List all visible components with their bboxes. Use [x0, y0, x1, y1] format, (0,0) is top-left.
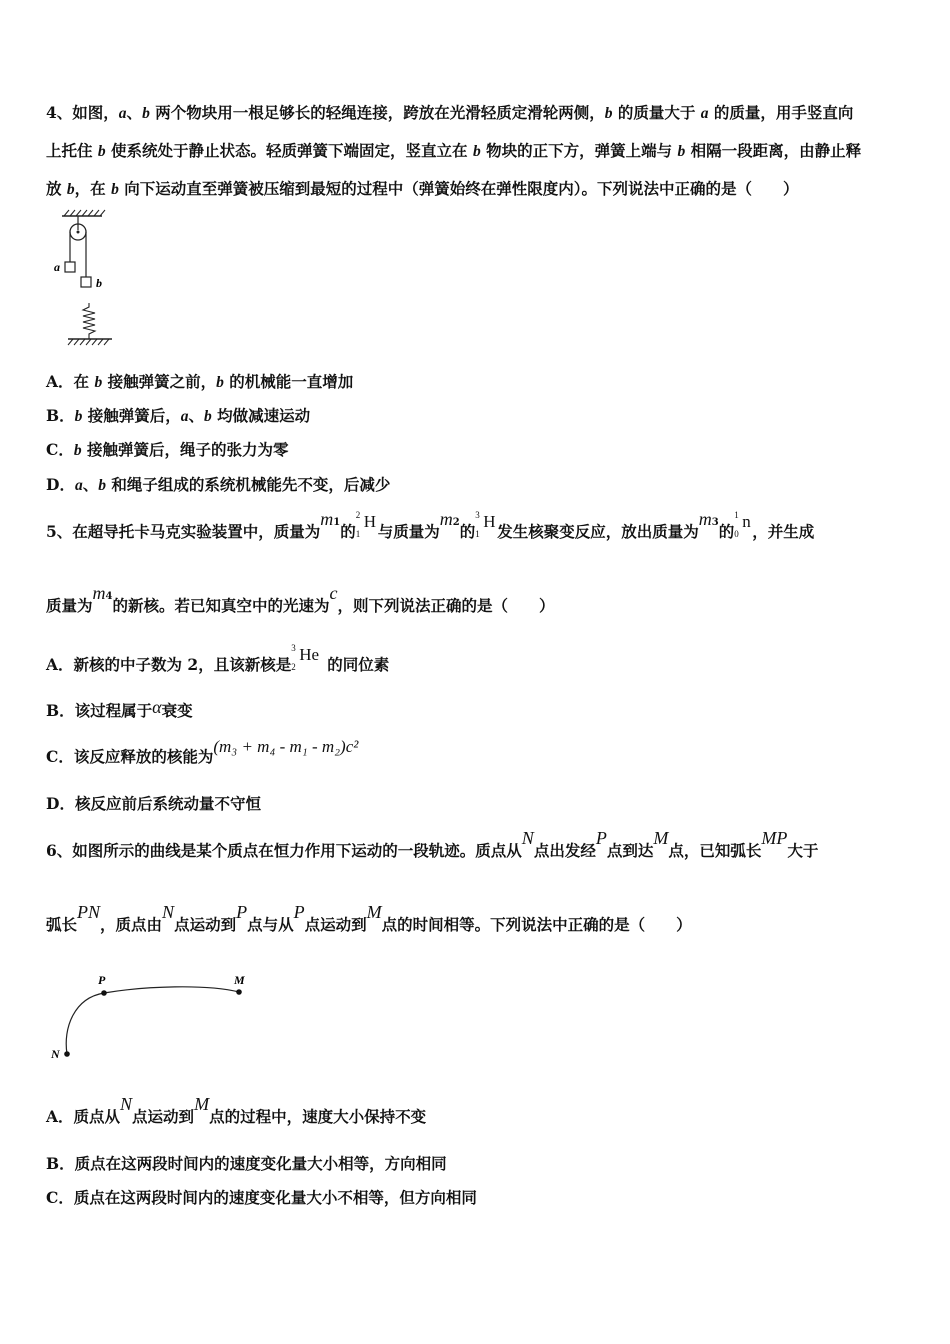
q5-option-b[interactable]: B．该过程属于α衰变 — [46, 697, 193, 720]
q5-option-c[interactable]: C．该反应释放的核能为(m₃ + m₄ - m₁ - m₂)c² — [46, 737, 359, 766]
label-N: N — [51, 1047, 60, 1061]
nuclide-helium-3: 3 2 He — [291, 643, 320, 672]
q4-option-d[interactable]: D．a、b 和绳子组成的系统机械能先不变，后减少 — [46, 475, 391, 494]
mass-m2: m2 — [439, 509, 460, 529]
q4-stem-line-2: 上托住 b 使系统处于静止状态。轻质弹簧下端固定，竖直立在 b 物块的正下方，弹簧上端与 b 相隔一段距离，由静止释 — [46, 141, 862, 160]
q6-option-a[interactable]: A．质点从N点运动到M点的过程中，速度大小保持不变 — [46, 1094, 427, 1126]
q5-option-a[interactable]: A．新核的中子数为 2，且该新核是 3 2 He 的同位素 — [46, 643, 390, 674]
nuclide-tritium: 3 1 H — [475, 510, 496, 539]
q6-option-c[interactable]: C．质点在这两段时间内的速度变化量大小不相等，但方向相同 — [46, 1188, 477, 1207]
q6-stem-line-1: 6、如图所示的曲线是某个质点在恒力作用下运动的一段轨迹。质点从N点出发经P点到达M点，已知弧长MP大于 — [46, 828, 819, 860]
mass-m4: m4 — [92, 583, 113, 603]
label-a: a — [54, 260, 60, 274]
mass-m1: m1 — [320, 509, 341, 529]
q5-stem-line-2: 质量为m4的新核。若已知真空中的光速为c，则下列说法正确的是（ ） — [46, 583, 555, 615]
q5-option-d[interactable]: D．核反应前后系统动量不守恒 — [46, 794, 261, 813]
label-b: b — [96, 276, 102, 290]
label-M: M — [234, 973, 245, 987]
q4-stem-line-1: 4、如图，a、b 两个物块用一根足够长的轻绳连接，跨放在光滑轻质定滑轮两侧，b 的质量大于 a 的质量，用手竖直向 — [46, 103, 854, 122]
light-speed-c: c — [329, 583, 338, 603]
q6-stem-line-2: 弧长PN，质点由N点运动到P点与从P点运动到M点的时间相等。下列说法中正确的是（ ） — [46, 902, 692, 934]
q5-stem-line-1: 5、在超导托卡马克实验装置中，质量为m1的 2 1 H 与质量为m2的 3 1 H 发生核聚变反应，放出质量为m3的 1 0 n ，并生成 — [46, 509, 815, 541]
mass-m3: m3 — [698, 509, 719, 529]
label-P: P — [98, 973, 106, 987]
trajectory-diagram — [46, 968, 256, 1068]
nuclide-deuterium: 2 1 H — [355, 510, 377, 539]
nuclide-neutron: 1 0 n — [734, 510, 751, 539]
q4-option-c[interactable]: C．b 接触弹簧后，绳子的张力为零 — [46, 440, 289, 459]
alpha-symbol: α — [152, 697, 162, 717]
q4-option-b[interactable]: B．b 接触弹簧后，a、b 均做减速运动 — [46, 406, 311, 425]
q4-stem-line-3: 放 b，在 b 向下运动直至弹簧被压缩到最短的过程中（弹簧始终在弹性限度内）。下列说法中正确的是（ ） — [46, 179, 799, 198]
q4-option-a[interactable]: A．在 b 接触弹簧之前，b 的机械能一直增加 — [46, 372, 354, 391]
q6-option-b[interactable]: B．质点在这两段时间内的速度变化量大小相等，方向相同 — [46, 1154, 447, 1173]
pulley-spring-diagram — [50, 208, 120, 348]
energy-equation: (m₃ + m₄ - m₁ - m₂)c² — [213, 737, 359, 756]
